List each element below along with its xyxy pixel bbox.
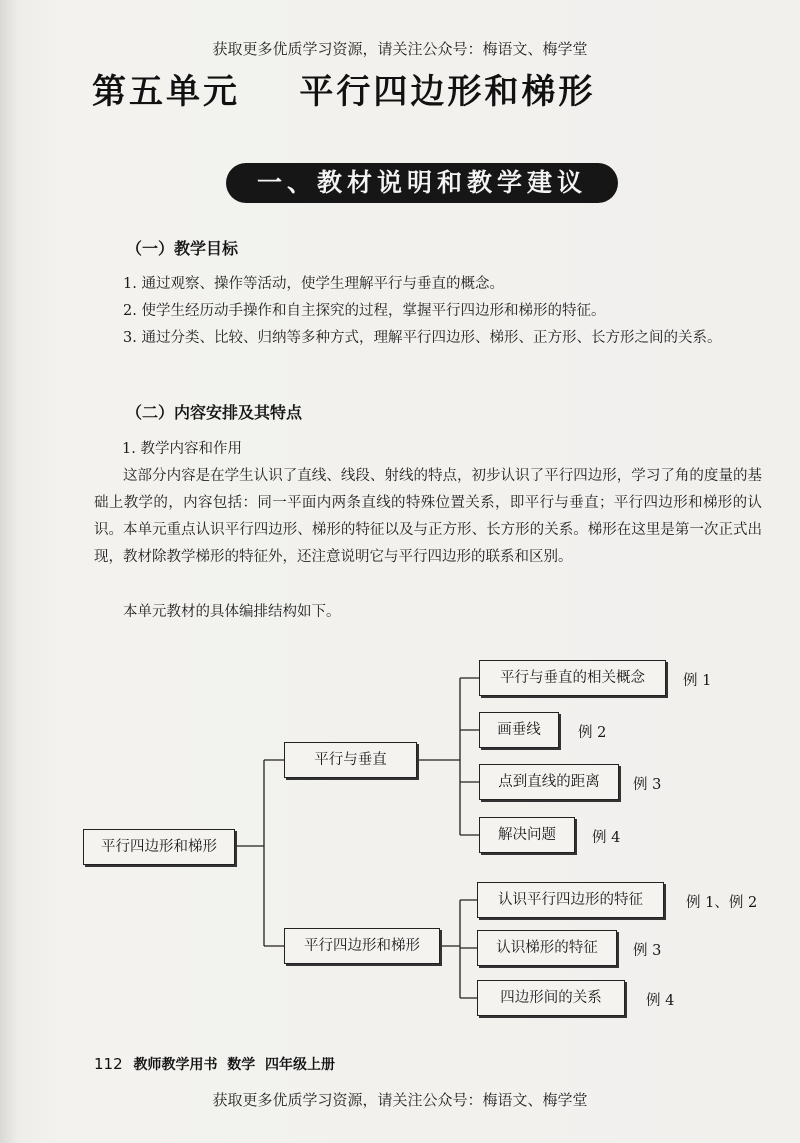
- diagram-leaf-distance-box: [479, 764, 619, 800]
- diagram-branch-quadrilateral-box: [284, 928, 440, 964]
- diagram-leaf-distance-label: 点到直线的距离: [498, 774, 600, 790]
- diagram-leaf-concepts-label: 平行与垂直的相关概念: [500, 670, 645, 686]
- diagram-leaf-relations-box: [477, 980, 625, 1016]
- goal-item-2: 2. 使学生经历动手操作和自主探究的过程，掌握平行四边形和梯形的特征。: [123, 303, 606, 319]
- diagram-leaf-problem-solving-example: 例 4: [592, 830, 621, 846]
- diagram-leaf-concepts-example: 例 1: [683, 673, 712, 689]
- section-banner-text: 一、教材说明和教学建议: [256, 168, 587, 197]
- goal-item-1: 1. 通过观察、操作等活动，使学生理解平行与垂直的概念。: [123, 276, 504, 292]
- content-paragraph: 这部分内容是在学生认识了直线、线段、射线的特点，初步认识了平行四边形，学习了角的度量的基础上教学的，内容包括：同一平面内两条直线的特殊位置关系，即平行与垂直；平行四边形和梯形的认识。本单元重点认识平行四边形、梯形的特征以及与正方形、长方形的关系。梯形在这里是第一次正式出现，教材除教学梯形的特征外，还注意说明它与平行四边形的联系和区别。: [94, 468, 762, 565]
- diagram-leaf-parallelogram-box: [477, 882, 664, 918]
- diagram-branch-parallel-box: [284, 742, 417, 778]
- diagram-leaf-draw-perpendicular-example: 例 2: [578, 725, 607, 741]
- page-number: 112: [94, 1055, 123, 1073]
- structure-intro: 本单元教材的具体编排结构如下。: [123, 604, 341, 620]
- diagram-root-label: 平行四边形和梯形: [101, 839, 217, 855]
- diagram-leaf-draw-perpendicular-label: 画垂线: [497, 722, 541, 738]
- diagram-leaf-draw-perpendicular-box: [479, 712, 559, 748]
- watermark-top: 获取更多优质学习资源，请关注公众号：梅语文、梅学堂: [212, 40, 588, 58]
- diagram-leaf-relations-example: 例 4: [646, 993, 675, 1009]
- diagram-branch-quadrilateral-label: 平行四边形和梯形: [304, 938, 420, 954]
- section-heading-content: （二）内容安排及其特点: [126, 403, 303, 422]
- watermark-bottom: 获取更多优质学习资源，请关注公众号：梅语文、梅学堂: [212, 1091, 588, 1109]
- diagram-root-box: [83, 829, 235, 865]
- diagram-leaf-parallelogram-label: 认识平行四边形的特征: [498, 892, 643, 908]
- section-heading-goals: （一）教学目标: [126, 239, 239, 258]
- diagram-leaf-relations-label: 四边形间的关系: [500, 990, 602, 1006]
- diagram-leaf-trapezoid-example: 例 3: [633, 943, 662, 959]
- book-title: 教师教学用书 数学 四年级上册: [133, 1057, 336, 1073]
- diagram-leaf-trapezoid-box: [477, 930, 617, 966]
- unit-title: 第五单元 平行四边形和梯形: [92, 72, 596, 112]
- diagram-leaf-problem-solving-label: 解决问题: [498, 827, 556, 843]
- diagram-branch-parallel-label: 平行与垂直: [314, 752, 387, 768]
- sub-heading-content: 1. 教学内容和作用: [122, 441, 242, 457]
- diagram-leaf-problem-solving-box: [479, 817, 575, 853]
- diagram-leaf-concepts-box: [479, 660, 666, 696]
- page-footer: [94, 1054, 335, 1074]
- diagram-leaf-trapezoid-label: 认识梯形的特征: [496, 940, 598, 956]
- goal-item-3: 3. 通过分类、比较、归纳等多种方式，理解平行四边形、梯形、正方形、长方形之间的关系。: [123, 330, 722, 346]
- diagram-leaf-distance-example: 例 3: [633, 777, 662, 793]
- diagram-leaf-parallelogram-example: 例 1、例 2: [686, 895, 758, 911]
